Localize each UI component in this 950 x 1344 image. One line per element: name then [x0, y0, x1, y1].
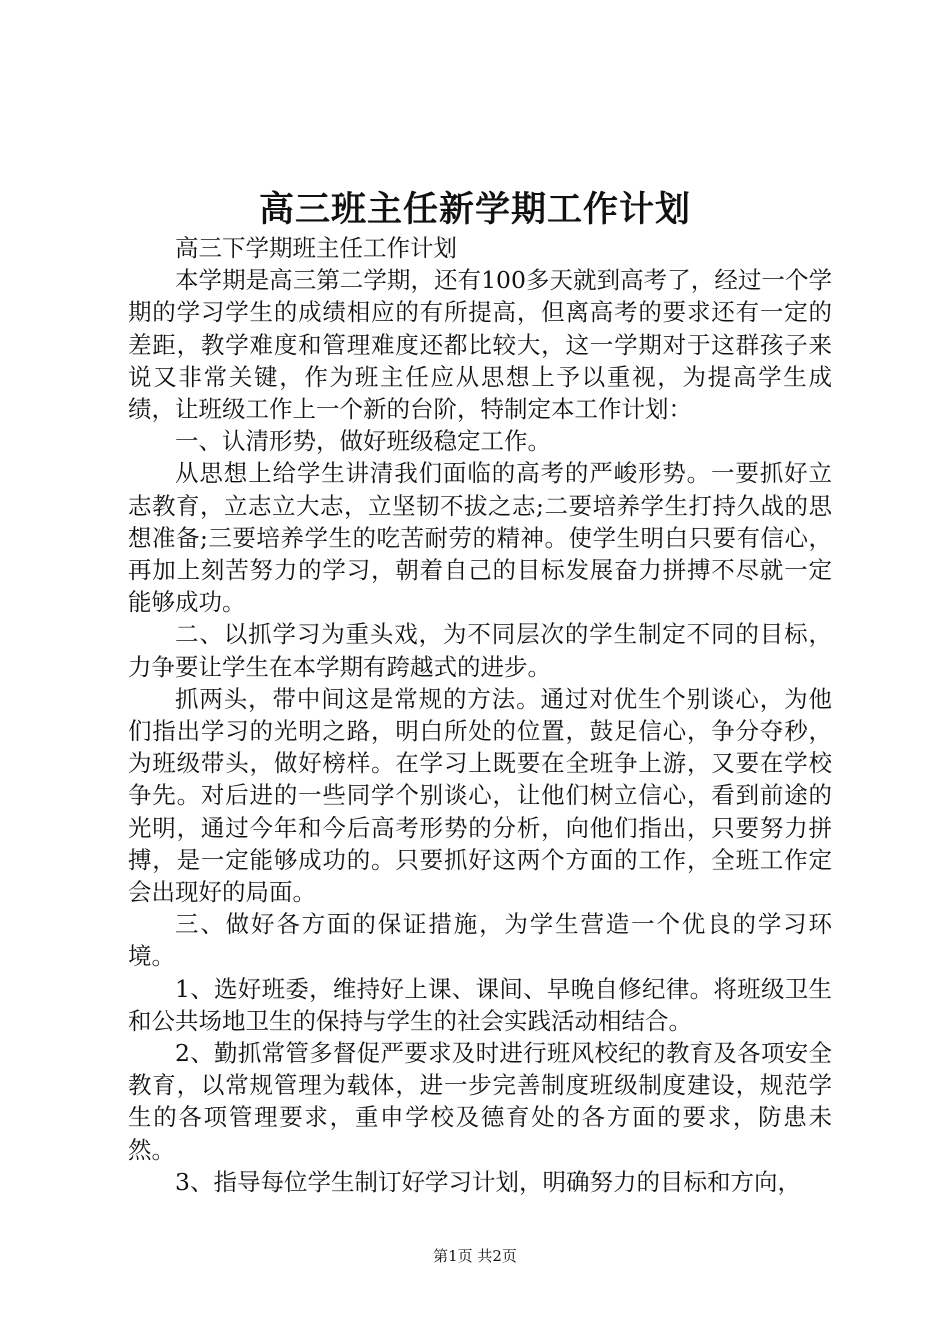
paragraph: 抓两头，带中间这是常规的方法。通过对优生个别谈心，为他们指出学习的光明之路，明白所处的位置，鼓足信心，争分夺秒，为班级带头，做好榜样。在学习上既要在全班争上游，又要在学校争先。对后进的一些同学个别谈心，让他们树立信心，看到前途的光明，通过今年和今后高考形势的分析，向他们指出，只要努力拼搏，是一定能够成功的。只要抓好这两个方面的工作，全班工作定会出现好的局面。: [128, 684, 832, 907]
paragraph: 从思想上给学生讲清我们面临的高考的严峻形势。一要抓好立志教育，立志立大志，立坚韧不拔之志;二要培养学生打持久战的思想准备;三要培养学生的吃苦耐劳的精神。使学生明白只要有信心，再加上刻苦努力的学习，朝着自己的目标发展奋力拼搏不尽就一定能够成功。: [128, 459, 832, 617]
section-heading-2: 二、以抓学习为重头戏，为不同层次的学生制定不同的目标，力争要让学生在本学期有跨越式的进步。: [128, 620, 832, 681]
paragraph-intro: 本学期是高三第二学期，还有100多天就到高考了，经过一个学期的学习学生的成绩相应的有所提高，但离高考的要求还有一定的差距，教学难度和管理难度还都比较大，这一学期对于这群孩子来说又非常关键，作为班主任应从思想上予以重视，为提高学生成绩，让班级工作上一个新的台阶，特制定本工作计划：: [128, 266, 832, 424]
page-footer: 第1页 共2页: [433, 1247, 517, 1265]
document-title: 高三班主任新学期工作计划: [258, 189, 691, 230]
list-item: 3、指导每位学生制订好学习计划，明确努力的目标和方向，: [175, 1167, 801, 1196]
paragraph-subtitle: 高三下学期班主任工作计划: [175, 234, 457, 262]
section-heading-1: 一、认清形势，做好班级稳定工作。: [175, 427, 551, 456]
list-item: 1、选好班委，维持好上课、课间、早晚自修纪律。将班级卫生和公共场地卫生的保持与学生的社会实践活动相结合。: [128, 974, 832, 1035]
list-item: 2、勤抓常管多督促严要求及时进行班风校纪的教育及各项安全教育，以常规管理为载体，进一步完善制度班级制度建设，规范学生的各项管理要求，重申学校及德育处的各方面的要求，防患未然。: [128, 1039, 832, 1164]
section-heading-3: 三、做好各方面的保证措施，为学生营造一个优良的学习环境。: [128, 910, 832, 971]
document-body: [128, 232, 832, 1198]
